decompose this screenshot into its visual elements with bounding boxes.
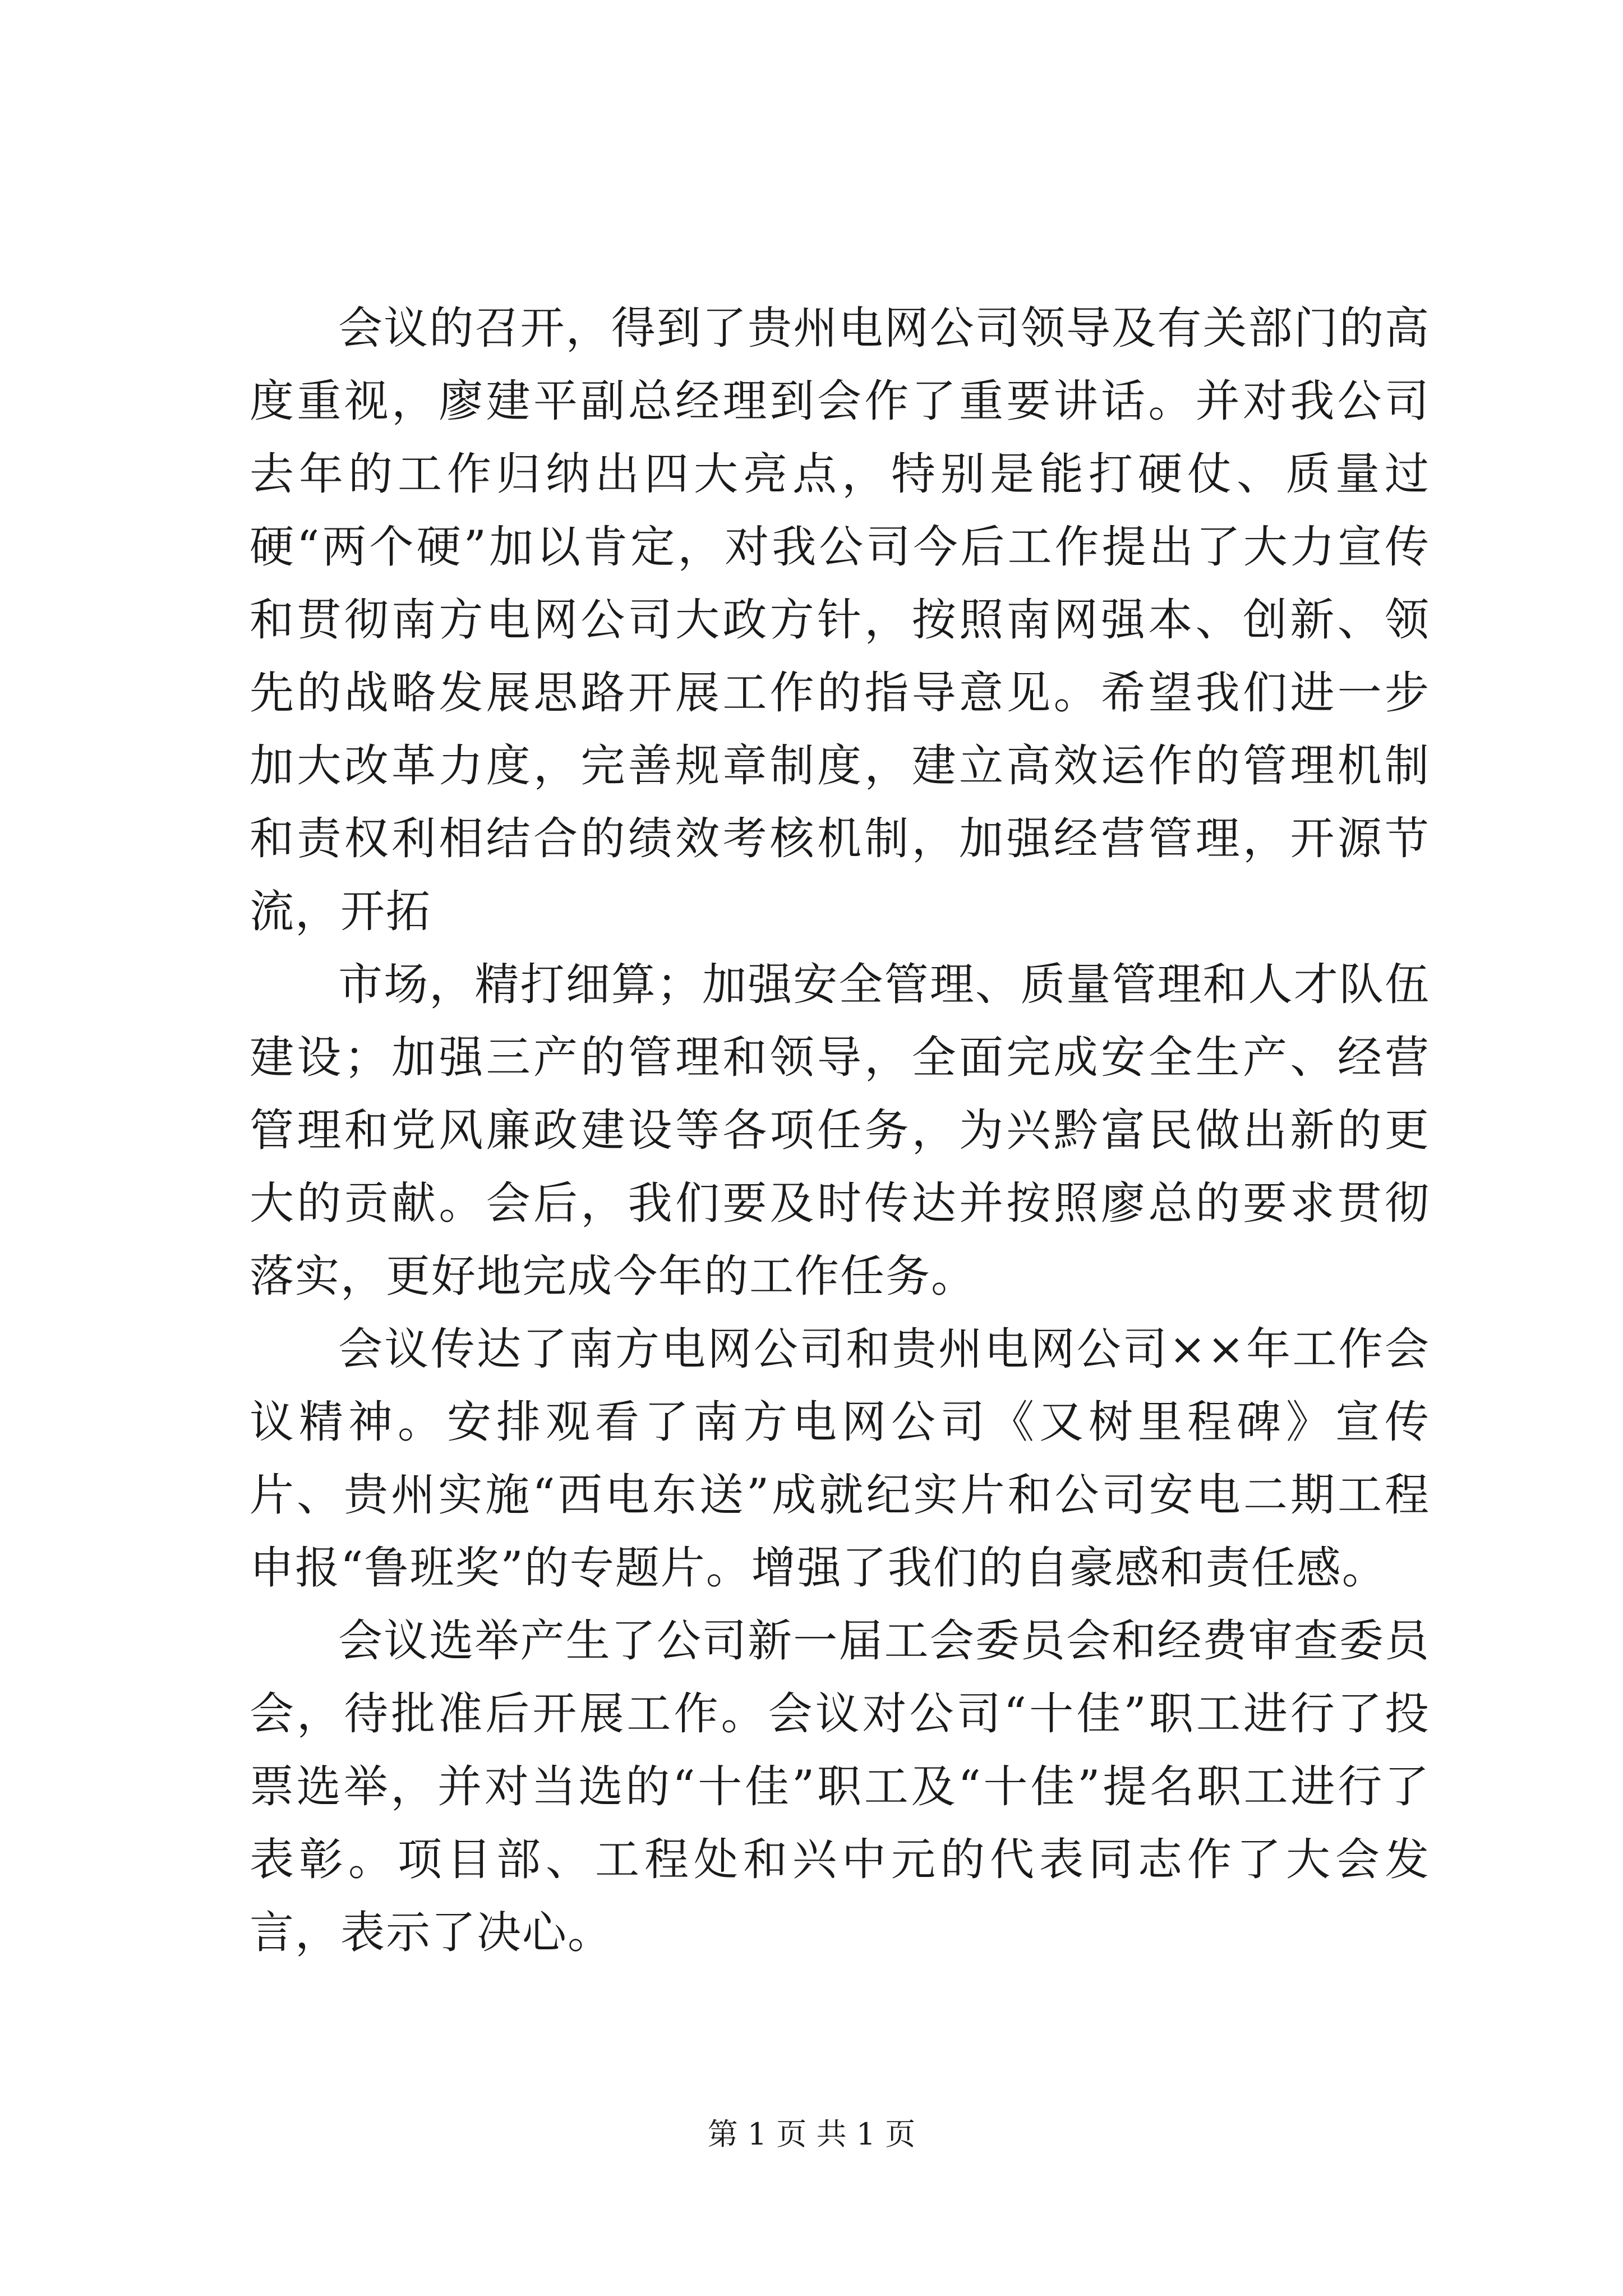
document-body	[250, 292, 1430, 1969]
paragraph-3: 会议传达了南方电网公司和贵州电网公司××年工作会议精神。安排观看了南方电网公司《又树里程碑》宣传片、贵州实施“西电东送”成就纪实片和公司安电二期工程申报“鲁班奖”的专题片。增强了我们的自豪感和责任感。	[250, 1323, 1430, 1594]
page-footer	[0, 2115, 1623, 2154]
paragraph-2: 市场，精打细算；加强安全管理、质量管理和人才队伍建设；加强三产的管理和领导，全面完成安全生产、经营管理和党风廉政建设等各项任务，为兴黔富民做出新的更大的贡献。会后，我们要及时传达并按照廖总的要求贯彻落实，更好地完成今年的工作任务。	[250, 959, 1430, 1302]
paragraph-4: 会议选举产生了公司新一届工会委员会和经费审查委员会，待批准后开展工作。会议对公司“十佳”职工进行了投票选举，并对当选的“十佳”职工及“十佳”提名职工进行了表彰。项目部、工程处和兴中元的代表同志作了大会发言，表示了决心。	[250, 1615, 1430, 1958]
page-number-label: 第 1 页 共 1 页	[707, 2116, 916, 2152]
paragraph-1: 会议的召开，得到了贵州电网公司领导及有关部门的高度重视，廖建平副总经理到会作了重要讲话。并对我公司去年的工作归纳出四大亮点，特别是能打硬仗、质量过硬“两个硬”加以肯定，对我公司今后工作提出了大力宣传和贯彻南方电网公司大政方针，按照南网强本、创新、领先的战略发展思路开展工作的指导意见。希望我们进一步加大改革力度，完善规章制度，建立高效运作的管理机制和责权利相结合的绩效考核机制，加强经营管理，开源节流，开拓	[250, 302, 1430, 937]
